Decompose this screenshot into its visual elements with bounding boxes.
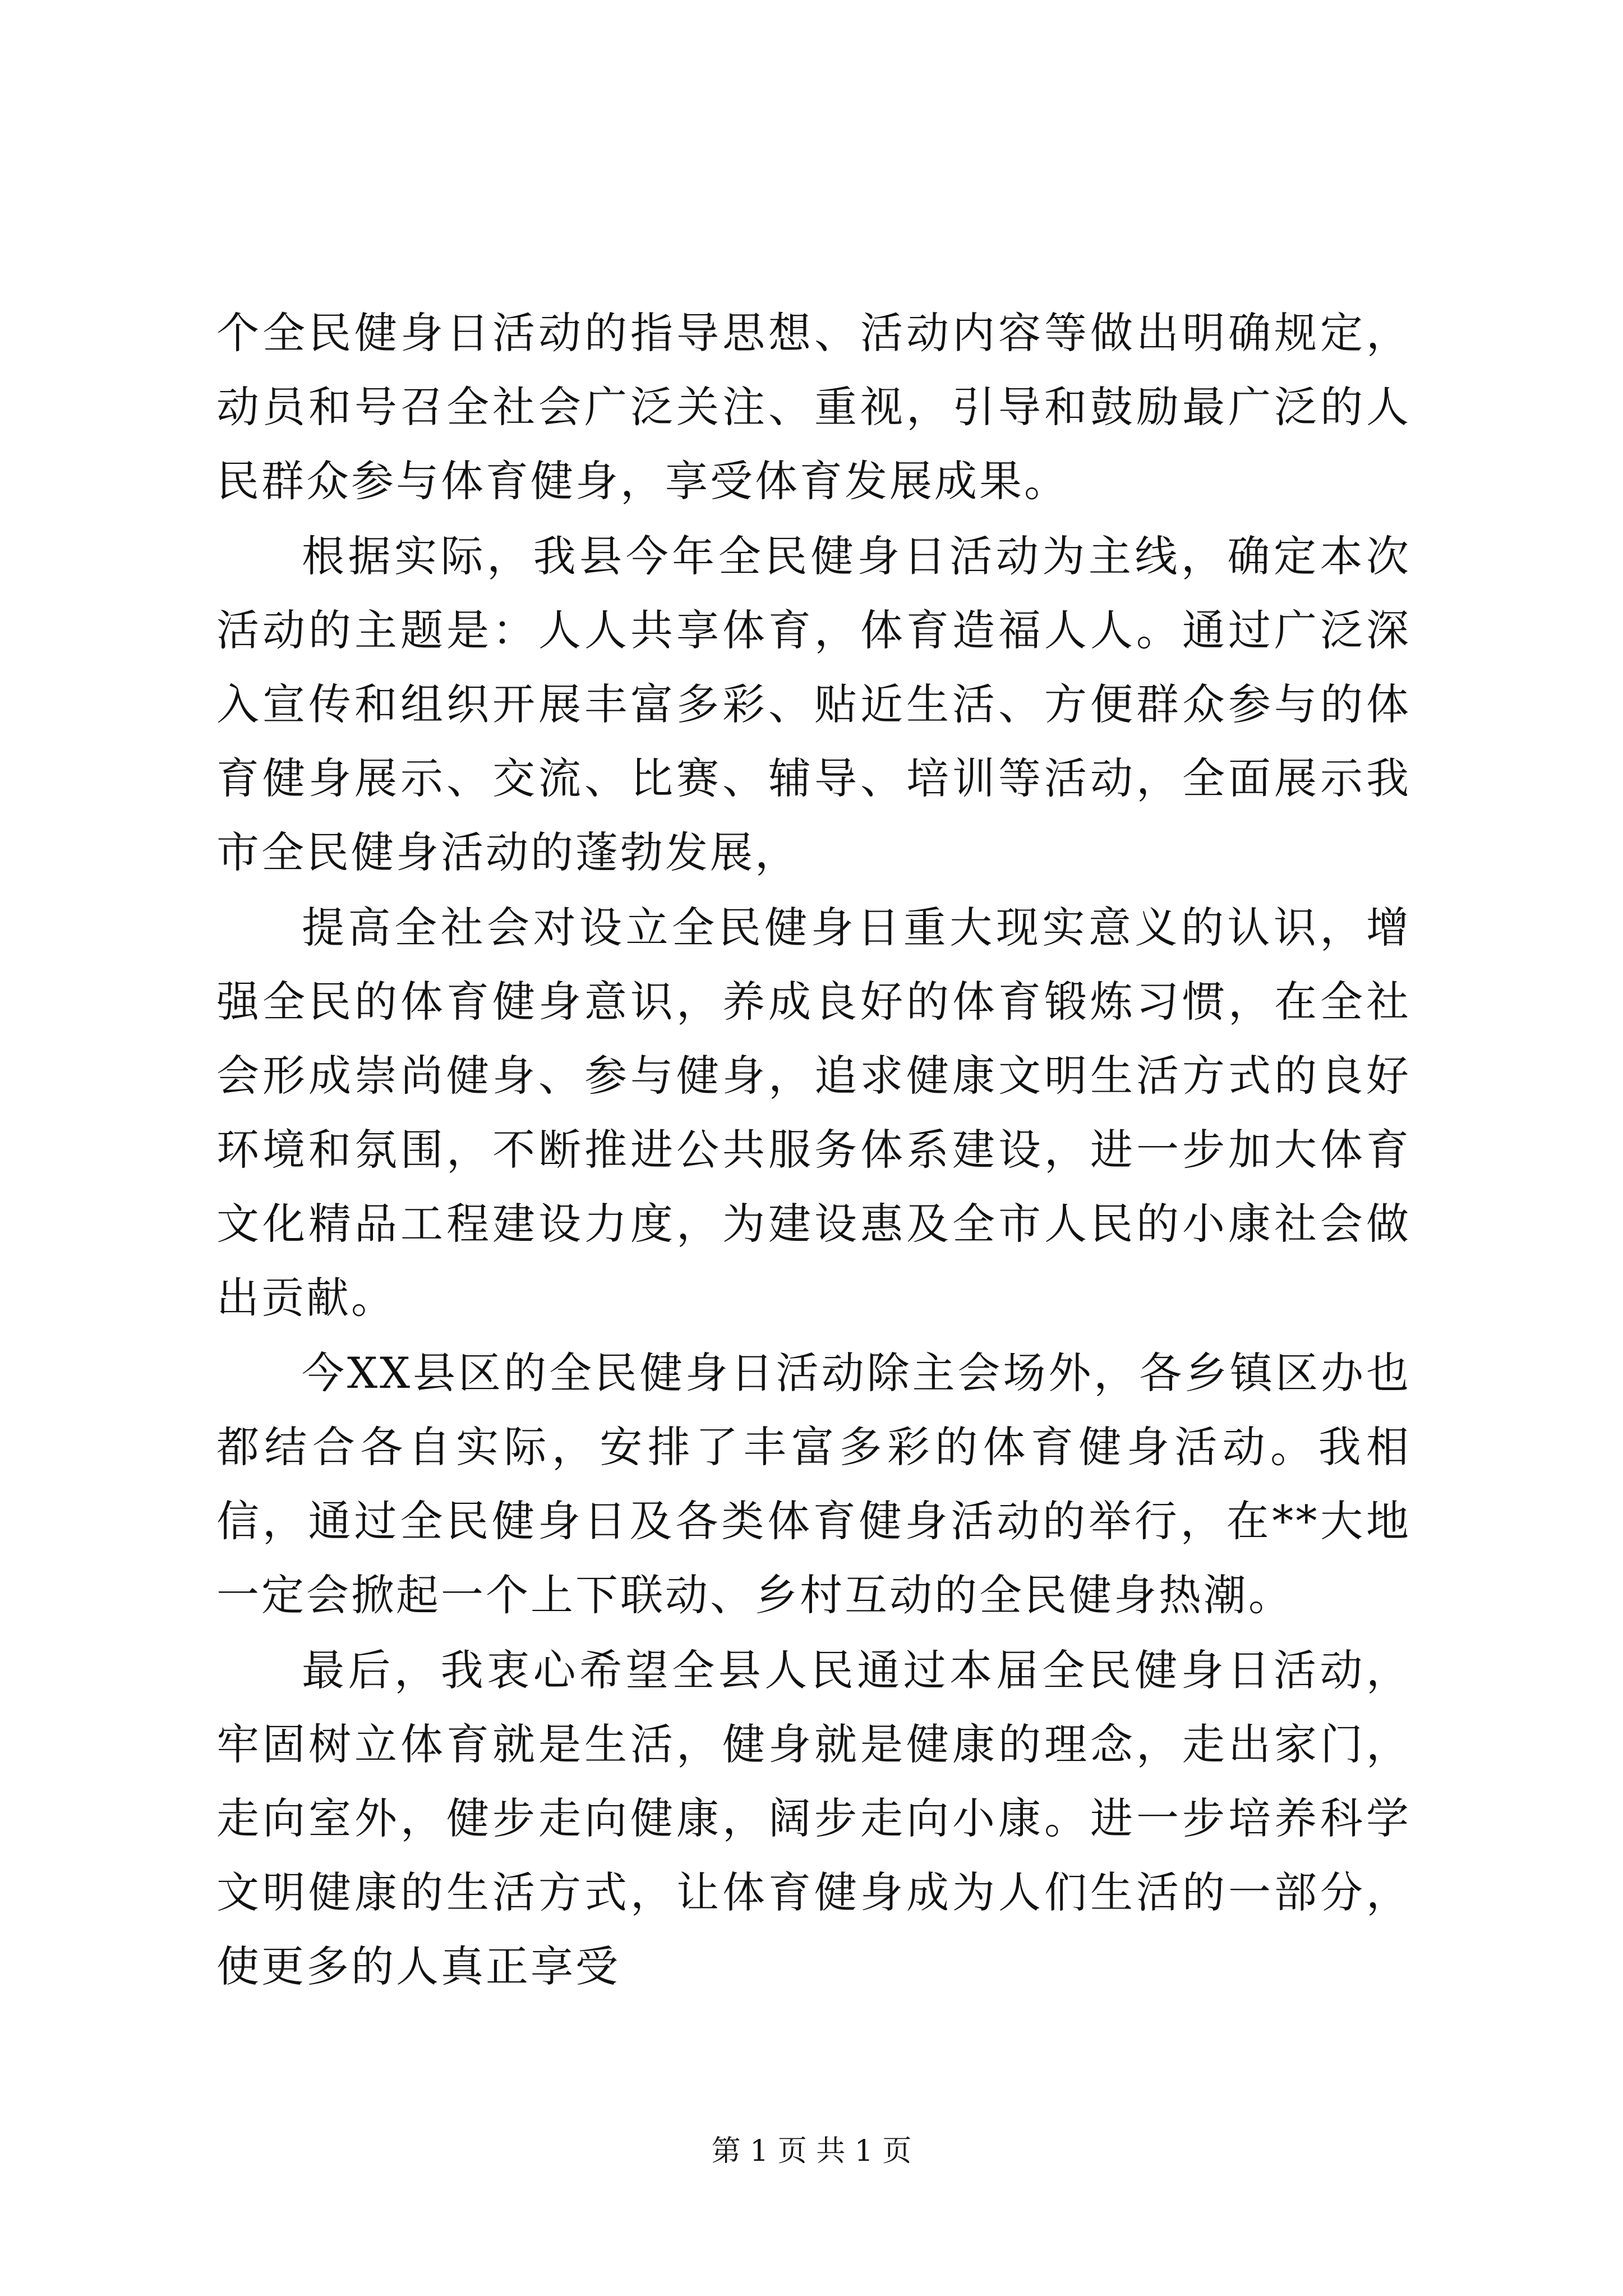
document-body	[216, 296, 1411, 2004]
paragraph-5: 最后，我衷心希望全县人民通过本届全民健身日活动，牢固树立体育就是生活，健身就是健康的理念，走出家门，走向室外，健步走向健康，阔步走向小康。进一步培养科学文明健康的生活方式，让体育健身成为人们生活的一部分，使更多的人真正享受	[216, 1645, 1411, 1991]
paragraph-3: 提高全社会对设立全民健身日重大现实意义的认识，增强全民的体育健身意识，养成良好的体育锻炼习惯，在全社会形成崇尚健身、参与健身，追求健康文明生活方式的良好环境和氛围，不断推进公共服务体系建设，进一步加大体育文化精品工程建设力度，为建设惠及全市人民的小康社会做出贡献。	[216, 903, 1411, 1323]
page-footer: 第 1 页 共 1 页	[711, 2134, 912, 2168]
paragraph-2: 根据实际，我县今年全民健身日活动为主线，确定本次活动的主题是：人人共享体育，体育造福人人。通过广泛深入宣传和组织开展丰富多彩、贴近生活、方便群众参与的体育健身展示、交流、比赛、辅导、培训等活动，全面展示我市全民健身活动的蓬勃发展，	[216, 531, 1411, 877]
paragraph-4: 今XX县区的全民健身日活动除主会场外，各乡镇区办也都结合各自实际，安排了丰富多彩的体育健身活动。我相信，通过全民健身日及各类体育健身活动的举行，在**大地一定会掀起一个上下联动、乡村互动的全民健身热潮。	[216, 1348, 1411, 1620]
paragraph-1: 个全民健身日活动的指导思想、活动内容等做出明确规定，动员和号召全社会广泛关注、重视，引导和鼓励最广泛的人民群众参与体育健身，享受体育发展成果。	[216, 308, 1411, 506]
